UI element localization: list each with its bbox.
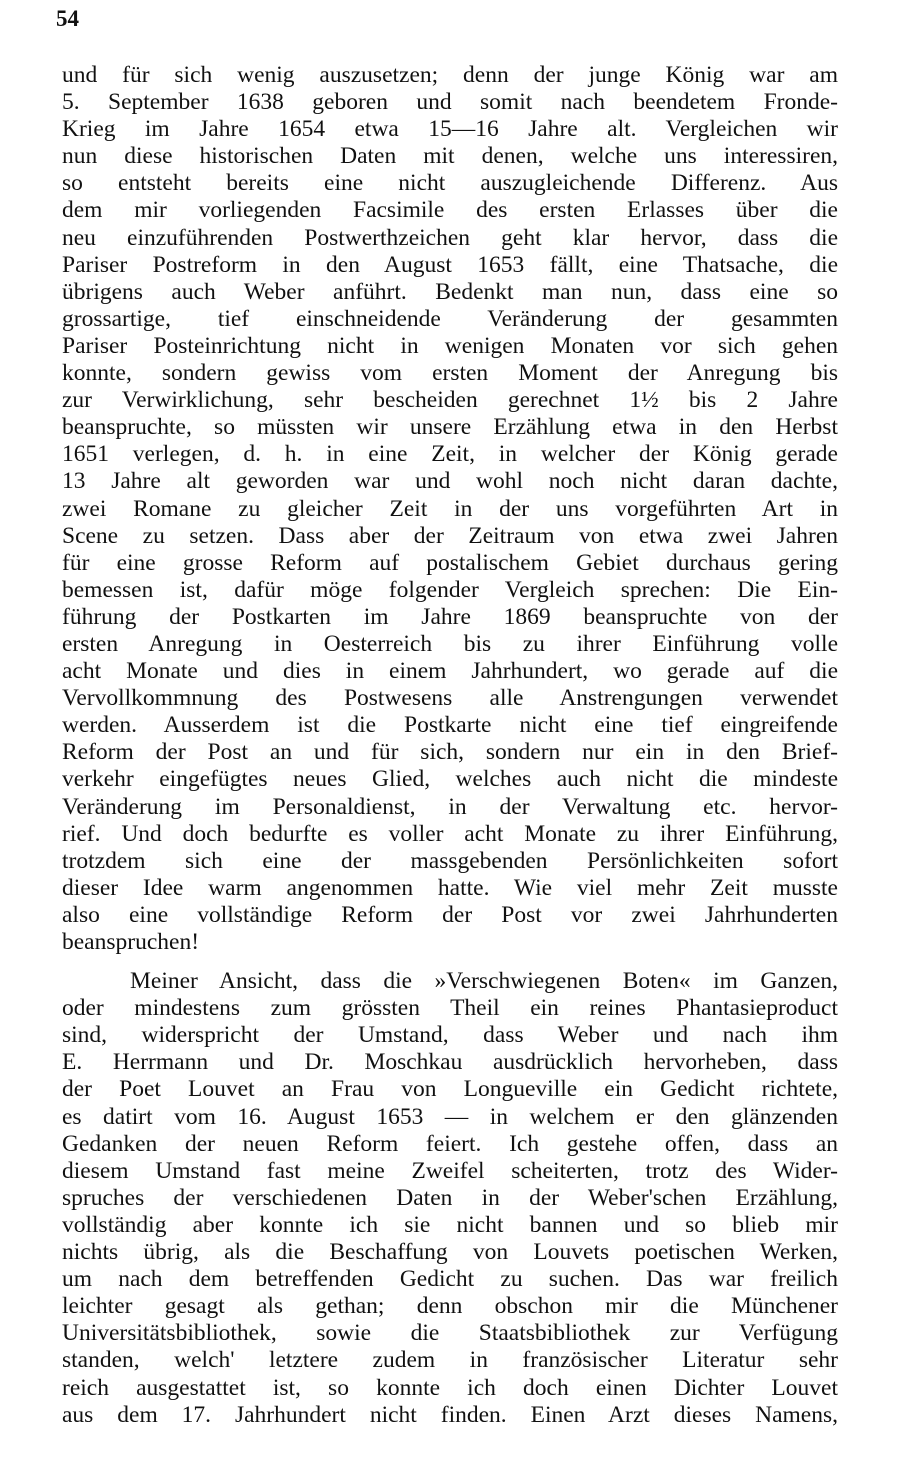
text-line: Pariser Postreform in den August 1653 fällt, eine Thatsache, die xyxy=(62,251,838,278)
text-line: E. Herrmann und Dr. Moschkau ausdrücklich hervorheben, dass xyxy=(62,1049,838,1076)
text-line: beanspruchte, so müssten wir unsere Erzählung etwa in den Herbst xyxy=(62,414,838,441)
text-line: Veränderung im Personaldienst, in der Verwaltung etc. hervor- xyxy=(62,793,838,820)
text-line: grossartige, tief einschneidende Veränderung der gesammten xyxy=(62,305,838,332)
text-line: aus dem 17. Jahrhundert nicht finden. Einen Arzt dieses Namens, xyxy=(62,1401,838,1428)
text-line: ersten Anregung in Oesterreich bis zu ihrer Einführung volle xyxy=(62,630,838,657)
text-line: Scene zu setzen. Dass aber der Zeitraum von etwa zwei Jahren xyxy=(62,522,838,549)
text-line: neu einzuführenden Postwerthzeichen geht klar hervor, dass die xyxy=(62,224,838,251)
text-line: es datirt vom 16. August 1653 — in welchem er den glänzenden xyxy=(62,1103,838,1130)
text-line: nichts übrig, als die Beschaffung von Louvets poetischen Werken, xyxy=(62,1239,838,1266)
text-line: Vervollkommnung des Postwesens alle Anstrengungen verwendet xyxy=(62,685,838,712)
text-line: um nach dem betreffenden Gedicht zu suchen. Das war freilich xyxy=(62,1266,838,1293)
text-line: also eine vollständige Reform der Post vor zwei Jahrhunderten xyxy=(62,901,838,928)
text-line: übrigens auch Weber anführt. Bedenkt man nun, dass eine so xyxy=(62,278,838,305)
text-line: dem mir vorliegenden Facsimile des ersten Erlasses über die xyxy=(62,197,838,224)
text-line: standen, welch' letztere zudem in französischer Literatur sehr xyxy=(62,1347,838,1374)
text-line: konnte, sondern gewiss vom ersten Moment der Anregung bis xyxy=(62,360,838,387)
paragraph xyxy=(62,62,838,956)
text-line: beanspruchen! xyxy=(62,929,200,955)
paragraph-gap xyxy=(62,956,838,968)
text-line: zur Verwirklichung, sehr bescheiden gerechnet 1½ bis 2 Jahre xyxy=(62,387,838,414)
text-line: trotzdem sich eine der massgebenden Persönlichkeiten sofort xyxy=(62,847,838,874)
text-line: reich ausgestattet ist, so konnte ich doch einen Dichter Louvet xyxy=(62,1374,838,1401)
text-line: verkehr eingefügtes neues Glied, welches auch nicht die mindeste xyxy=(62,766,838,793)
text-line: Reform der Post an und für sich, sondern nur ein in den Brief- xyxy=(62,739,838,766)
text-line: Gedanken der neuen Reform feiert. Ich gestehe offen, dass an xyxy=(62,1130,838,1157)
text-line: nun diese historischen Daten mit denen, welche uns interessiren, xyxy=(62,143,838,170)
text-line: führung der Postkarten im Jahre 1869 beanspruchte von der xyxy=(62,603,838,630)
text-line: oder mindestens zum grössten Theil ein reines Phantasieproduct xyxy=(62,995,838,1022)
text-line: vollständig aber konnte ich sie nicht bannen und so blieb mir xyxy=(62,1211,838,1238)
paragraph xyxy=(62,968,838,1429)
text-line: für eine grosse Reform auf postalischem Gebiet durchaus gering xyxy=(62,549,838,576)
text-line: diesem Umstand fast meine Zweifel scheiterten, trotz des Wider- xyxy=(62,1157,838,1184)
text-line: Universitätsbibliothek, sowie die Staatsbibliothek zur Verfügung xyxy=(62,1320,838,1347)
text-line: leichter gesagt als gethan; denn obschon mir die Münchener xyxy=(62,1293,838,1320)
text-line: sind, widerspricht der Umstand, dass Weber und nach ihm xyxy=(62,1022,838,1049)
text-line: so entsteht bereits eine nicht auszugleichende Differenz. Aus xyxy=(62,170,838,197)
body-text xyxy=(62,62,838,1429)
text-line: spruches der verschiedenen Daten in der Weber'schen Erzählung, xyxy=(62,1184,838,1211)
text-line: Pariser Posteinrichtung nicht in wenigen Monaten vor sich gehen xyxy=(62,332,838,359)
text-line: rief. Und doch bedurfte es voller acht Monate zu ihrer Einführung, xyxy=(62,820,838,847)
text-line: bemessen ist, dafür möge folgender Vergleich sprechen: Die Ein- xyxy=(62,576,838,603)
text-line: 13 Jahre alt geworden war und wohl noch nicht daran dachte, xyxy=(62,468,838,495)
text-line: dieser Idee warm angenommen hatte. Wie viel mehr Zeit musste xyxy=(62,874,838,901)
text-line: 5. September 1638 geboren und somit nach beendetem Fronde- xyxy=(62,89,838,116)
text-line: der Poet Louvet an Frau von Longueville ein Gedicht richtete, xyxy=(62,1076,838,1103)
text-line: acht Monate und dies in einem Jahrhundert, wo gerade auf die xyxy=(62,658,838,685)
text-line: und für sich wenig auszusetzen; denn der junge König war am xyxy=(62,62,838,88)
text-line: werden. Ausserdem ist die Postkarte nicht eine tief eingreifende xyxy=(62,712,838,739)
page-number: 54 xyxy=(56,6,79,31)
text-line: Krieg im Jahre 1654 etwa 15—16 Jahre alt. Vergleichen wir xyxy=(62,116,838,143)
text-line: 1651 verlegen, d. h. in eine Zeit, in welcher der König gerade xyxy=(62,441,838,468)
text-line: Meiner Ansicht, dass die »Verschwiegenen Boten« im Ganzen, xyxy=(130,968,838,995)
text-line: zwei Romane zu gleicher Zeit in der uns vorgeführten Art in xyxy=(62,495,838,522)
